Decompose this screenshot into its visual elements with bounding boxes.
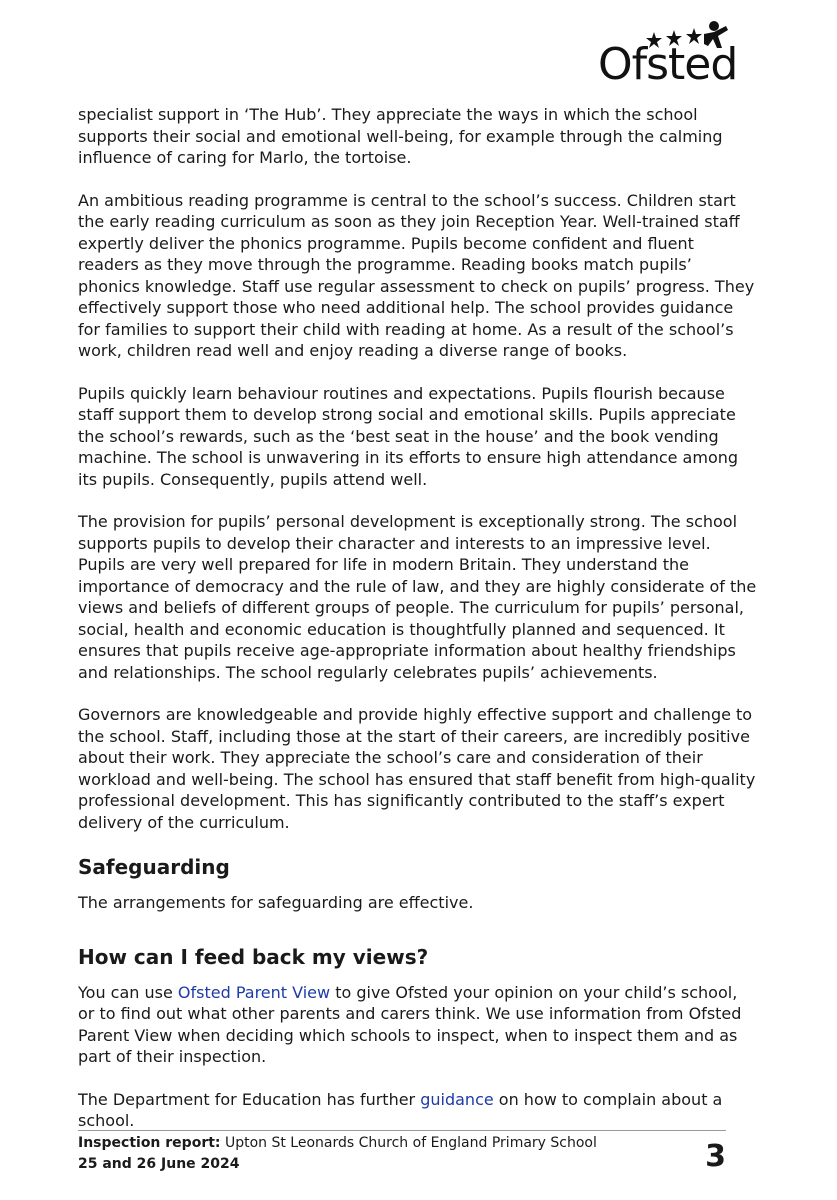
footer-school-name: Upton St Leonards Church of England Primary School <box>224 1135 597 1151</box>
paragraph-governors: Governors are knowledgeable and provide highly effective support and challenge to the school. Staff, including those at the start of their careers, are incredibly positive about their work. They appreciate the school’s care and consideration of their workload and well-being. The school has ensured that staff benefit from high-quality professional development. This has significantly contributed to the staff’s expert delivery of the curriculum. <box>78 705 756 832</box>
feedback-text-before: You can use <box>78 982 178 1002</box>
paragraph-behaviour: Pupils quickly learn behaviour routines and expectations. Pupils flourish because staff support them to develop strong social and emotional skills. Pupils appreciate the school’s rewards, such as the ‘best seat in the house’ and the book vending machine. The school is unwavering in its efforts to ensure high attendance among its pupils. Consequently, pupils attend well. <box>78 383 739 489</box>
feedback-paragraph <box>78 982 758 1068</box>
footer-dates: 25 and 26 June 2024 <box>78 1156 240 1172</box>
page-number: 3 <box>705 1139 726 1174</box>
paragraph-personal-development: The provision for pupils’ personal development is exceptionally strong. The school supports pupils to develop their character and interests to an impressive level. Pupils are very well prepared for life in modern Britain. They understand the importance of democracy and the rule of law, and they are highly considerate of the views and beliefs of different groups of people. The curriculum for pupils’ personal, social, health and economic education is thoughtfully planned and sequenced. It ensures that pupils receive age-appropriate information about healthy friendships and relationships. The school regularly celebrates pupils’ achievements. <box>78 512 757 682</box>
footer-dates-line <box>78 1156 726 1173</box>
report-body <box>78 104 758 1153</box>
footer-school-line <box>78 1135 726 1152</box>
paragraph-reading: An ambitious reading programme is central to the school’s success. Children start the early reading curriculum as soon as they join Reception Year. Well-trained staff expertly deliver the phonics programme. Pupils become confident and fluent readers as they move through the programme. Reading books match pupils’ phonics knowledge. Staff use regular assessment to check on pupils’ progress. They effectively support those who need additional help. The school provides guidance for families to support their child with reading at home. As a result of the school’s work, children read well and enjoy reading a diverse range of books. <box>78 190 755 360</box>
complaint-paragraph <box>78 1089 758 1132</box>
safeguarding-heading: Safeguarding <box>78 855 230 879</box>
guidance-link[interactable]: guidance <box>420 1089 494 1109</box>
page-footer <box>78 1130 726 1173</box>
logo-wordmark: Ofsted <box>598 39 738 90</box>
feedback-heading: How can I feed back my views? <box>78 944 429 969</box>
safeguarding-text: The arrangements for safeguarding are effective. <box>78 893 474 912</box>
footer-label: Inspection report: <box>78 1135 221 1151</box>
complaint-text-after: on how to complain about a school. <box>78 1089 723 1130</box>
ofsted-parent-view-link[interactable]: Ofsted Parent View <box>177 982 331 1002</box>
paragraph-wellbeing: specialist support in ‘The Hub’. They appreciate the ways in which the school supports their social and emotional well-being, for example through the calming influence of caring for Marlo, the tortoise. <box>78 105 723 167</box>
ofsted-logo <box>598 18 738 90</box>
feedback-text-after: to give Ofsted your opinion on your child’s school, or to find out what other parents and carers think. We use information from Ofsted Parent View when deciding which schools to inspect, when to inspect them and as part of their inspection. <box>78 982 742 1066</box>
complaint-text-before: The Department for Education has further <box>78 1089 421 1109</box>
